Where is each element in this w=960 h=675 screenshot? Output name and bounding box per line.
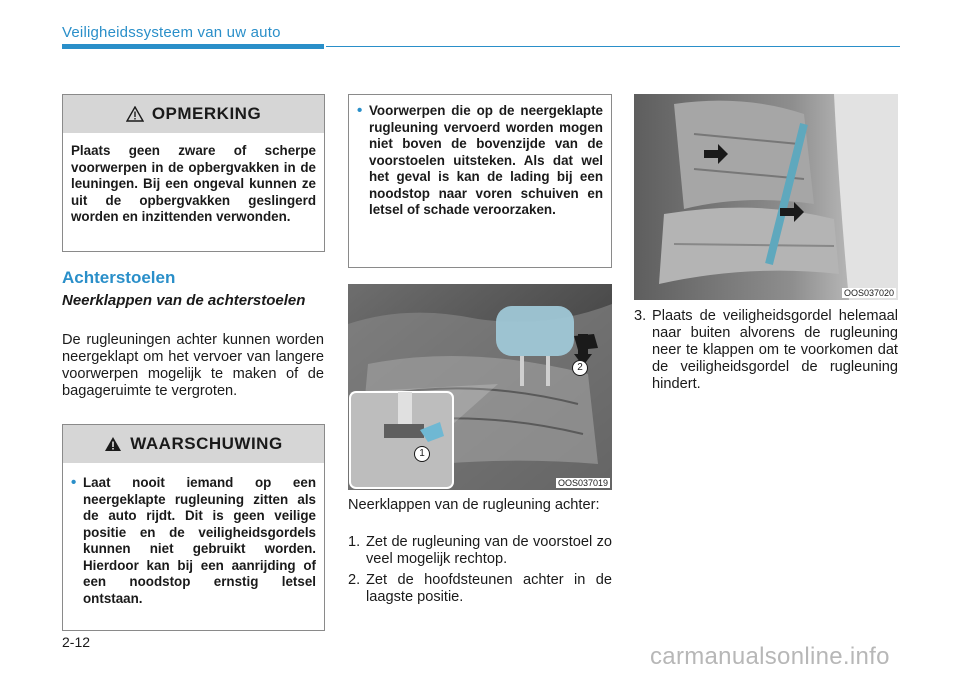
note-box-text: Plaats geen zware of scherpe voorwerpen in de opbergvakken in de leuningen. Bij een ongeval kunnen ze uit de opbergvakken geslingerd worden en inzittenden verwonden. — [71, 143, 316, 224]
note-box — [62, 94, 325, 252]
warning-box-header — [63, 425, 324, 463]
step-number: 3. — [634, 308, 647, 324]
figure1-caption: OOS037019 — [557, 478, 608, 488]
step-number: 1. — [348, 534, 361, 550]
warning-box-body — [63, 463, 324, 615]
intro-paragraph: De rugleuningen achter kunnen worden neergeklapt om het vervoer van langere voorwerpen mogelijk te maken of de bagageruimte te vergroten. — [62, 332, 324, 399]
subsection-title: Neerklappen van de achterstoelen — [62, 292, 306, 309]
headrest-figure — [348, 284, 612, 490]
note-box-header — [63, 95, 324, 133]
header-rule — [326, 46, 900, 47]
steps-intro: Neerklappen van de rugleuning achter: — [348, 497, 600, 513]
rear-seat-illustration — [634, 94, 898, 300]
warning-bullet — [71, 475, 316, 607]
bullet-dot-icon: • — [357, 102, 363, 119]
cargo-warning-body — [349, 95, 611, 227]
section-header-title: Veiligheidssysteem van uw auto — [62, 24, 281, 41]
figure2-caption: OOS037020 — [843, 288, 894, 298]
bullet-dot-icon: • — [71, 474, 77, 491]
warning-box-text: Laat nooit iemand op een neergeklapte rugleuning zitten als de auto rijdt. Dit is geen veilige positie en de veiligheidsgordels kunnen niet gebruikt worden. Hierdoor kan bij een aanrijding of een noodstop ernstig letsel ontstaan. — [83, 475, 316, 606]
page-number: 2-12 — [62, 634, 91, 650]
seatbelt-figure — [634, 94, 898, 300]
header-accent-bar — [62, 44, 324, 49]
cargo-warning-text: Voorwerpen die op de neergeklapte rugleuning vervoerd worden mogen niet boven de bovenzijde van de voorstoelen uitsteken. Als dat wel het geval is kan de lading bij een noodstop naar voren schuiven en letsel of schade veroorzaken. — [369, 103, 603, 217]
callout-1: 1 — [414, 446, 430, 462]
step-item — [348, 572, 612, 606]
step-item — [634, 308, 898, 393]
note-box-heading: OPMERKING — [151, 104, 262, 123]
cargo-warning-box — [348, 94, 612, 268]
step-item — [348, 534, 612, 568]
step-text: Zet de rugleuning van de voorstoel zo veel mogelijk rechtop. — [366, 534, 612, 567]
step-text: Zet de hoofdsteunen achter in de laagste positie. — [366, 572, 612, 605]
step-text: Plaats de veiligheidsgordel helemaal naar buiten alvorens de rugleuning neer te klappen om te voorkomen dat de veiligheidsgordel de rugleuning hindert. — [652, 308, 898, 392]
warning-filled-triangle-icon — [104, 436, 122, 452]
watermark: carmanualsonline.info — [650, 643, 890, 670]
step-number: 2. — [348, 572, 361, 588]
section-title: Achterstoelen — [62, 268, 176, 287]
headrest-illustration — [348, 284, 612, 490]
warning-box-heading: WAARSCHUWING — [130, 434, 283, 453]
warning-box — [62, 424, 325, 631]
cargo-warning-bullet — [357, 103, 603, 219]
callout-2: 2 — [572, 360, 588, 376]
steps-list-right — [634, 308, 898, 393]
warning-triangle-icon — [126, 106, 144, 122]
steps-list-left — [348, 534, 612, 606]
